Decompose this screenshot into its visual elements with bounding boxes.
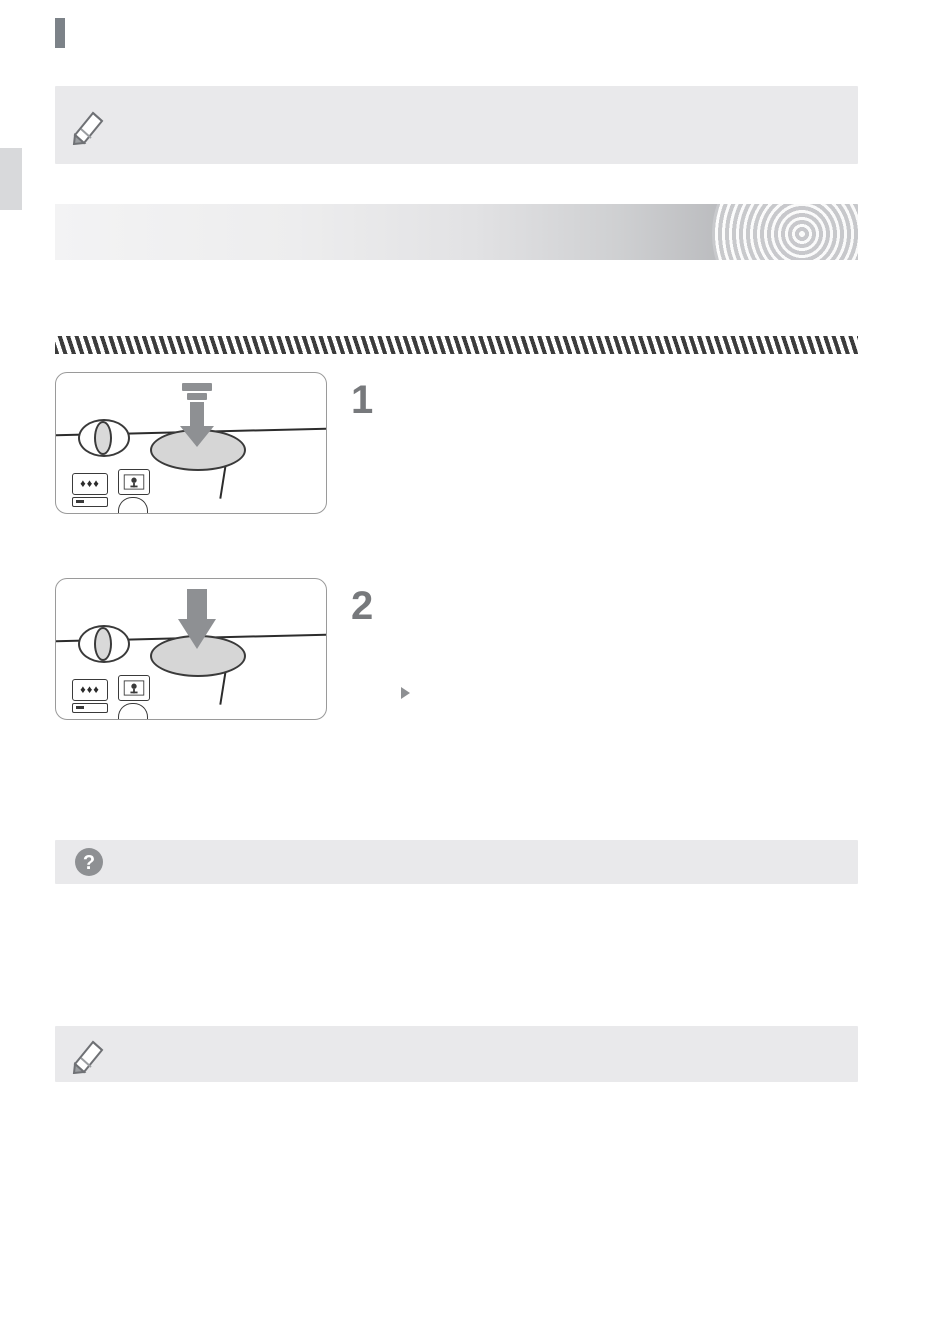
flash-button-label: ♦♦♦	[80, 478, 100, 490]
flash-button-icon	[72, 679, 108, 701]
display-button-icon	[72, 703, 108, 713]
band-gloss-overlay	[566, 204, 766, 260]
menu-button-icon	[118, 703, 148, 720]
note-box-top	[55, 86, 858, 164]
section-heading-rule	[55, 18, 65, 48]
question-mark-icon	[69, 842, 109, 882]
mode-dial-knob-icon	[94, 421, 112, 455]
pencil-note-icon	[69, 1034, 109, 1074]
pencil-note-icon	[69, 105, 109, 145]
section-title-band	[55, 204, 858, 260]
macro-flower-icon	[123, 680, 145, 696]
step-number-1: 1	[351, 378, 374, 422]
step-block-1	[55, 372, 855, 520]
macro-button-icon	[118, 469, 150, 495]
macro-button-icon	[118, 675, 150, 701]
chapter-edge-tab	[0, 148, 22, 210]
flash-button-icon	[72, 473, 108, 495]
svg-text:?: ?	[82, 852, 96, 874]
qa-box	[55, 840, 858, 884]
step-2-bullet-row	[401, 684, 906, 701]
hatched-separator	[55, 336, 858, 354]
step-block-2	[55, 578, 855, 726]
step-number-2: 2	[351, 584, 374, 628]
menu-button-icon	[118, 497, 148, 514]
mode-dial-knob-icon	[94, 627, 112, 661]
press-full-arrow-icon	[174, 587, 220, 657]
figure-camera-full-press	[55, 578, 327, 720]
display-button-icon	[72, 497, 108, 507]
press-half-arrow-icon	[174, 381, 220, 451]
figure-camera-half-press	[55, 372, 327, 514]
note-box-bottom	[55, 1026, 858, 1082]
triangle-bullet-icon	[401, 687, 410, 699]
flash-button-label: ♦♦♦	[80, 684, 100, 696]
macro-flower-icon	[123, 474, 145, 490]
